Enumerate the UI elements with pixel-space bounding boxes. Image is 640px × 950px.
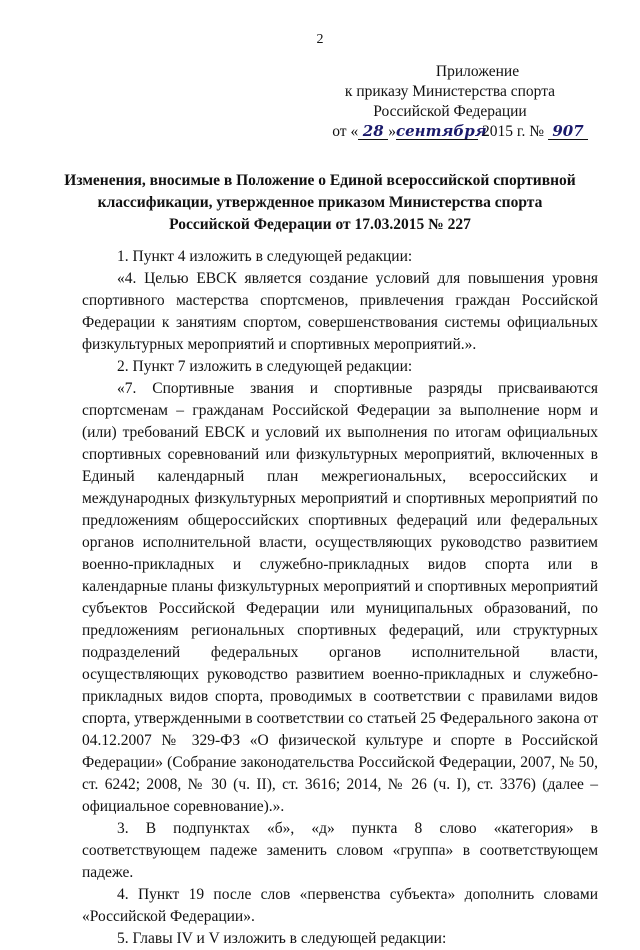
date-prefix: от « <box>332 123 359 140</box>
appendix-federation-line: Российской Федерации <box>373 103 527 120</box>
document-title: Изменения, вносимые в Положение о Единой всероссийской спортивной классификации, утвержденное приказом Министерства спорта Российской Федерации от 17.03.2015 № 227 <box>64 172 576 233</box>
paragraph: 4. Пункт 19 после слов «первенства субъекта» дополнить словами «Российской Федерации». <box>82 886 598 925</box>
paragraph: 2. Пункт 7 изложить в следующей редакции: <box>117 358 413 375</box>
appendix-date-line <box>300 122 600 142</box>
date-mid: » <box>388 123 396 140</box>
paragraph: «4. Целью ЕВСК является создание условий для повышения уровня спортивного мастерства спортсменов, привлечения граждан Российской Федерации к занятиям спортом, совершенствования системы официальных физкультурных мероприятий и спортивных мероприятий.». <box>82 270 598 353</box>
date-year: 2015 г. № <box>481 123 544 140</box>
page-number: 2 <box>316 32 324 47</box>
appendix-title: Приложение <box>435 63 520 80</box>
handwritten-order-number: 907 <box>548 123 588 140</box>
paragraph: 3. В подпунктах «б», «д» пункта 8 слово «категория» в соответствующем падеже заменить словом «группа» в соответствующем падеже. <box>82 820 598 881</box>
document-body <box>82 246 598 950</box>
handwritten-day: 28 <box>358 123 388 140</box>
appendix-header <box>300 62 600 142</box>
handwritten-month: сентября <box>395 122 487 140</box>
paragraph: 1. Пункт 4 изложить в следующей редакции: <box>117 248 413 265</box>
paragraph: «7. Спортивные звания и спортивные разряды присваиваются спортсменам – гражданам Российской Федерации за выполнение норм и (или) требований ЕВСК и условий их выполнения по итогам официальных спортивных соревнований или физкультурных мероприятий, включенных в Единый календарный план межрегиональных, всероссийских и международных физкультурных мероприятий и спортивных мероприятий по предложениям общероссийских спортивных федераций или федеральных органов исполнительной власти, осуществляющих руководство развитием военно-прикладных и служебно-прикладных видов спорта или в календарные планы физкультурных мероприятий и спортивных мероприятий субъектов Российской Федерации или муниципальных образований, по предложениям региональных спортивных федераций, или структурных подразделений федеральных органов исполнительной власти, осуществляющих руководство развитием военно-прикладных и служебно-прикладных видов спорта, проводимых в соответствии с правилами видов спорта, утвержденными в соответствии со статьей 25 Федерального закона от 04.12.2007 № 329-ФЗ «О физической культуре и спорте в Российской Федерации» (Собрание законодательства Российской Федерации, 2007, № 50, ст. 6242; 2008, № 30 (ч. II), ст. 3616; 2014, № 26 (ч. I), ст. 3376) (далее – официальное соревнование).». <box>82 380 598 815</box>
appendix-order-line: к приказу Министерства спорта <box>344 83 556 100</box>
paragraph: 5. Главы IV и V изложить в следующей редакции: <box>117 930 447 947</box>
